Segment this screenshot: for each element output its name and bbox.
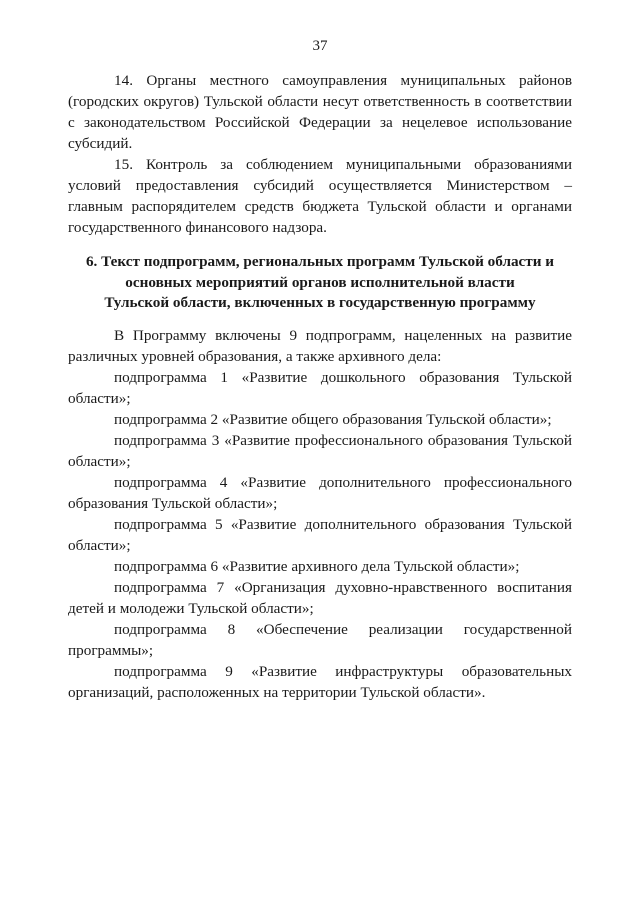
top-text-block: [68, 70, 572, 238]
section-heading: [68, 252, 572, 314]
section-heading-line-3: Тульской области, включенных в государственную программу: [104, 294, 536, 311]
subprogram-item-8: подпрограмма 8 «Обеспечение реализации государственной программы»;: [68, 621, 572, 659]
subprogram-item-7: подпрограмма 7 «Организация духовно-нравственного воспитания детей и молодежи Тульской области»;: [68, 579, 572, 617]
section-heading-line-2: основных мероприятий органов исполнительной власти: [125, 273, 515, 291]
subprogram-item-4: подпрограмма 4 «Развитие дополнительного профессионального образования Тульской области»;: [68, 474, 572, 512]
subprogram-item-6: подпрограмма 6 «Развитие архивного дела Тульской области»;: [114, 558, 520, 575]
paragraph-14: 14. Органы местного самоуправления муниципальных районов (городских округов) Тульской области несут ответственность в соответствии с законодательством Российской Федерации за нецелевое использование субсидий.: [68, 72, 572, 152]
subprogram-item-3: подпрограмма 3 «Развитие профессионального образования Тульской области»;: [68, 432, 572, 470]
section-heading-line-1: 6. Текст подпрограмм, региональных программ Тульской области и: [85, 253, 555, 270]
paragraph-15: 15. Контроль за соблюдением муниципальными образованиями условий предоставления субсидий осуществляется Министерством – главным распорядителем средств бюджета Тульской области и органами государственного финансового надзора.: [68, 156, 572, 236]
intro-paragraph: В Программу включены 9 подпрограмм, нацеленных на развитие различных уровней образования, а также архивного дела:: [68, 327, 572, 365]
subprogram-item-5: подпрограмма 5 «Развитие дополнительного образования Тульской области»;: [68, 516, 572, 554]
subprogram-item-2: подпрограмма 2 «Развитие общего образования Тульской области»;: [114, 411, 552, 428]
subprogram-item-1: подпрограмма 1 «Развитие дошкольного образования Тульской области»;: [68, 369, 572, 407]
page-number: 37: [312, 38, 328, 54]
subprogram-item-9: подпрограмма 9 «Развитие инфраструктуры образовательных организаций, расположенных на территории Тульской области».: [68, 663, 572, 701]
subprogram-list-block: [68, 325, 572, 703]
